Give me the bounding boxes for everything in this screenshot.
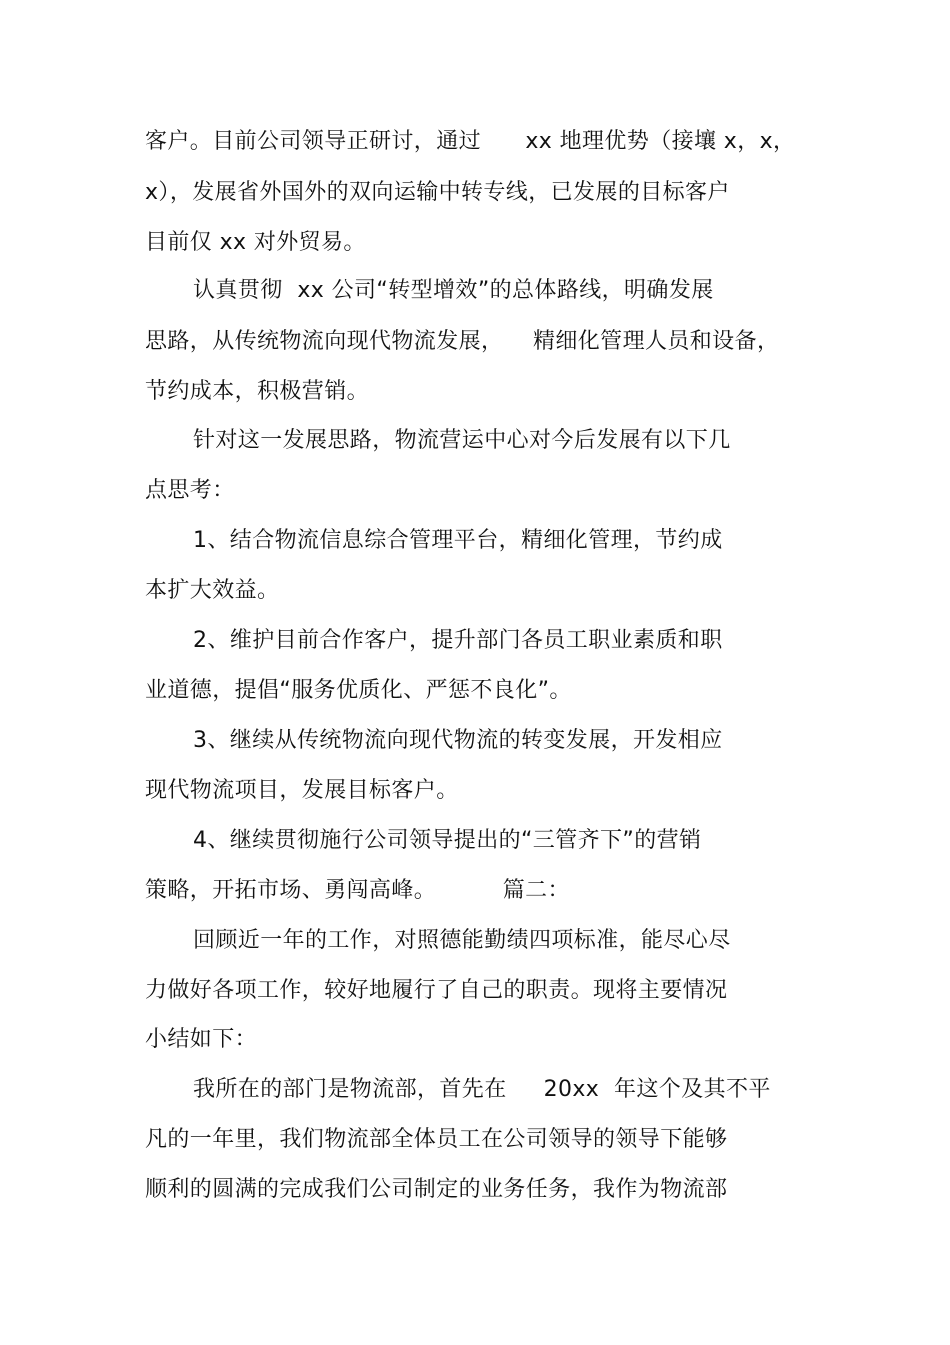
text-line: 策略，开拓市场、勇闯高峰。 篇二： (145, 878, 570, 903)
numbered-item-line: 1、结合物流信息综合管理平台，精细化管理，节约成 (193, 528, 723, 553)
text-line: 目前仅 xx 对外贸易。 (145, 230, 366, 255)
paragraph-start-line: 我所在的部门是物流部，首先在 20xx 年这个及其不平 (193, 1077, 771, 1102)
paragraph-start-line: 回顾近一年的工作，对照德能勤绩四项标准，能尽心尽 (193, 928, 731, 953)
text-line: 力做好各项工作，较好地履行了自己的职责。现将主要情况 (145, 978, 728, 1003)
text-line: 顺利的圆满的完成我们公司制定的业务任务，我作为物流部 (145, 1177, 728, 1202)
paragraph-start-line: 认真贯彻 xx 公司“转型增效”的总体路线，明确发展 (193, 278, 714, 303)
text-line: 节约成本，积极营销。 (145, 379, 370, 404)
text-line: 思路，从传统物流向现代物流发展， 精细化管理人员和设备， (145, 329, 780, 354)
text-line: x），发展省外国外的双向运输中转专线，已发展的目标客户 (145, 180, 730, 205)
text-line: 业道德，提倡“服务优质化、严惩不良化”。 (145, 678, 572, 703)
numbered-item-line: 3、继续从传统物流向现代物流的转变发展，开发相应 (193, 728, 723, 753)
text-line: 客户。目前公司领导正研讨，通过 xx 地理优势（接壤 x，x， (145, 129, 796, 154)
text-line: 小结如下： (145, 1027, 258, 1052)
text-line: 凡的一年里，我们物流部全体员工在公司领导的领导下能够 (145, 1127, 728, 1152)
text-line: 点思考： (145, 478, 235, 503)
numbered-item-line: 4、继续贯彻施行公司领导提出的“三管齐下”的营销 (193, 828, 702, 853)
text-line: 本扩大效益。 (145, 578, 280, 603)
numbered-item-line: 2、维护目前合作客户，提升部门各员工职业素质和职 (193, 628, 723, 653)
text-line: 现代物流项目，发展目标客户。 (145, 778, 459, 803)
paragraph-start-line: 针对这一发展思路，物流营运中心对今后发展有以下几 (193, 428, 731, 453)
